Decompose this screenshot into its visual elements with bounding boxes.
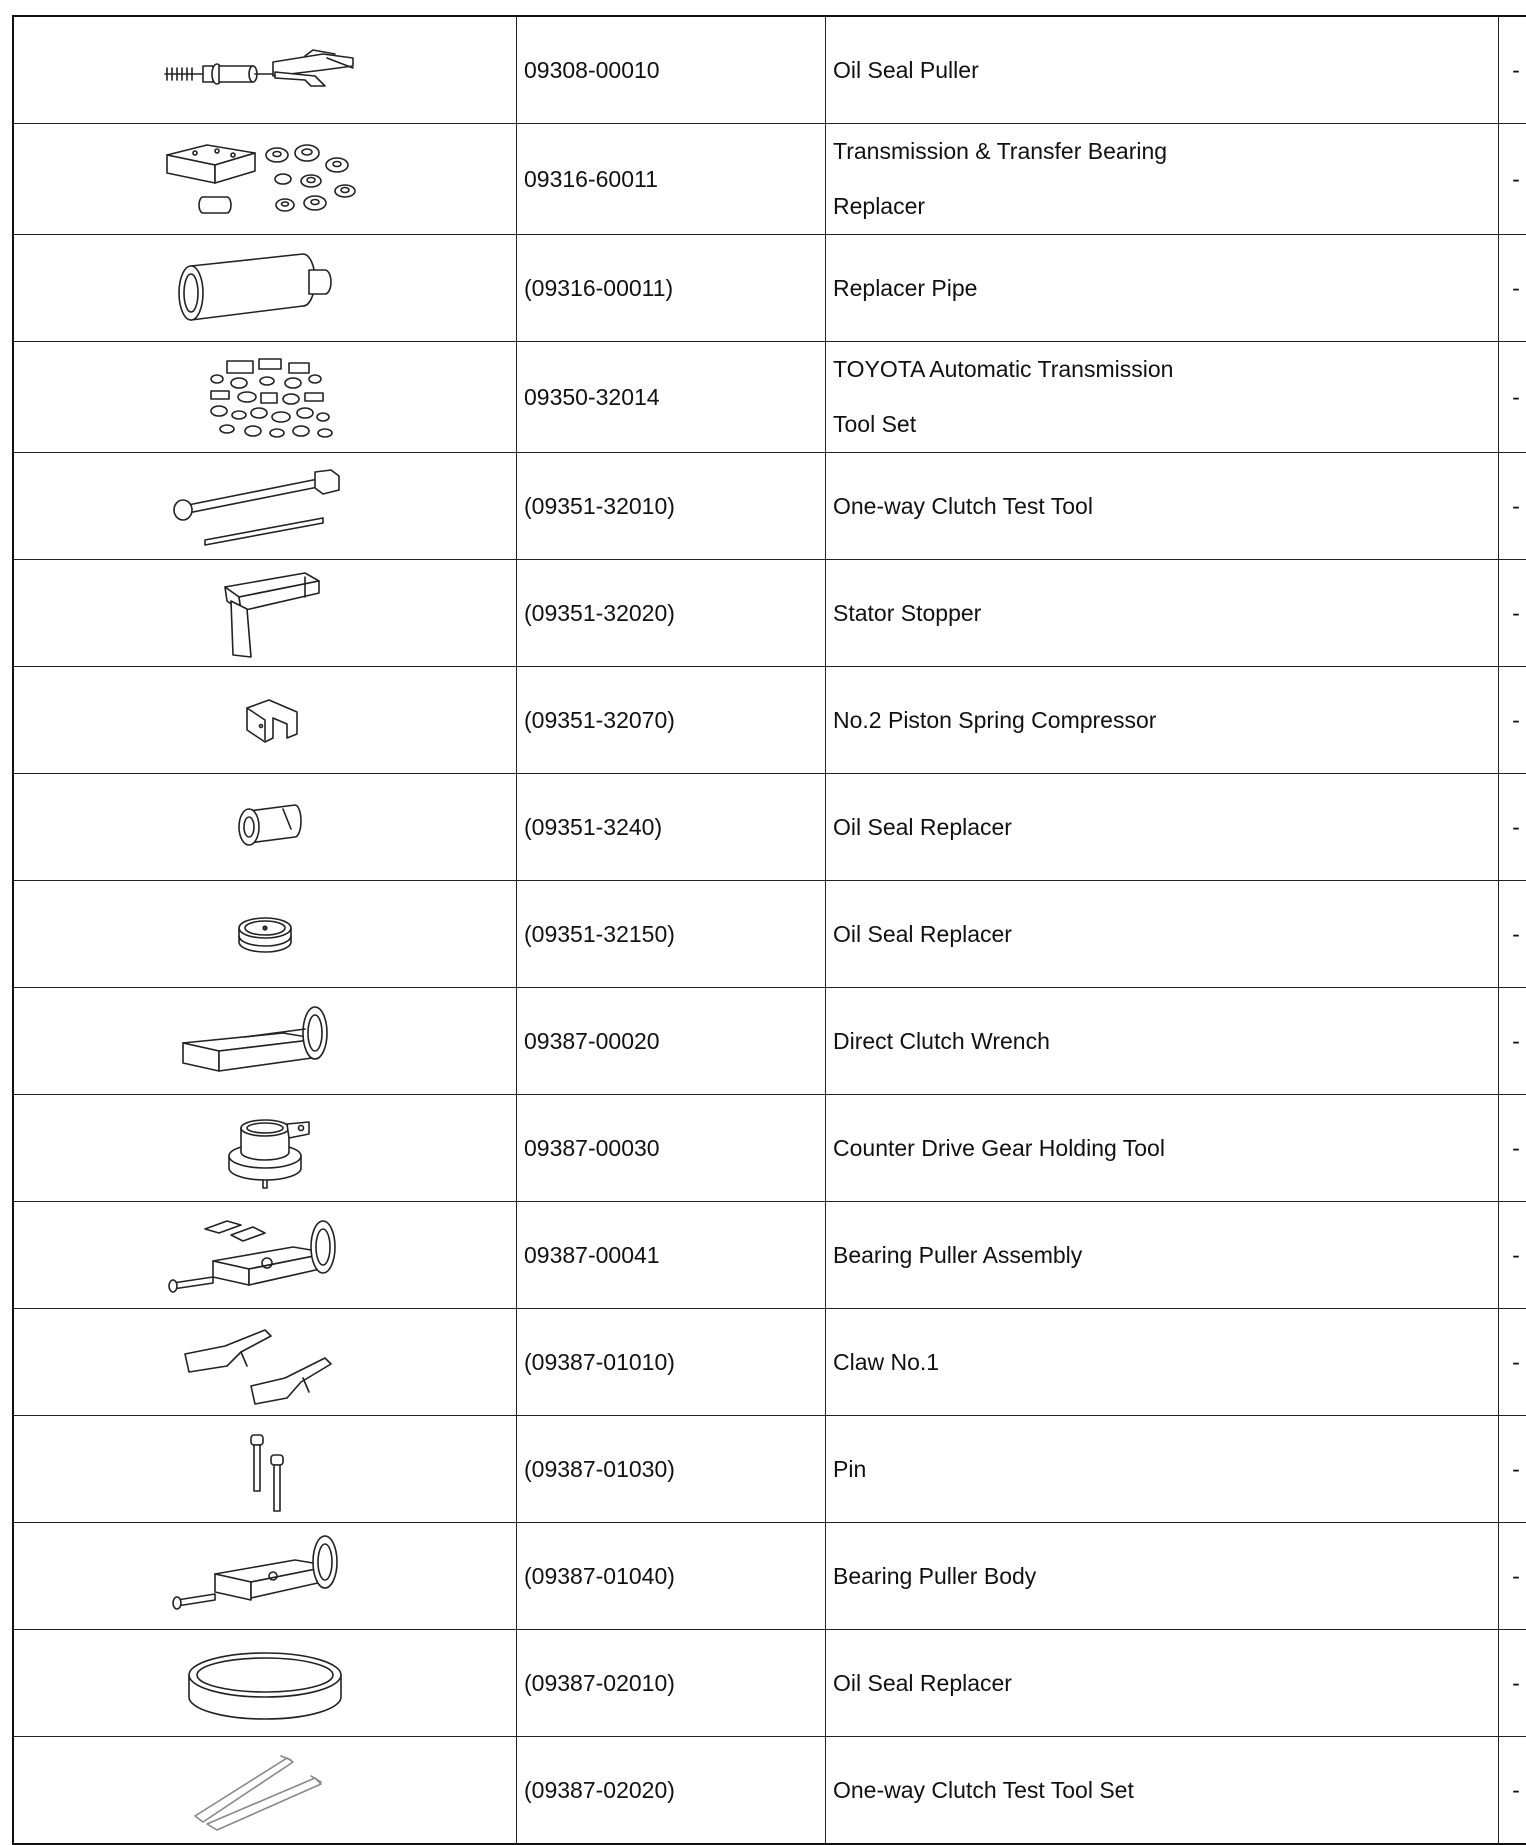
part-number: (09387-02020) <box>517 1737 826 1845</box>
table-row <box>13 560 1526 667</box>
note-cell: - <box>1499 235 1526 342</box>
note-cell: - <box>1499 1416 1526 1523</box>
table-row <box>13 235 1526 342</box>
tool-illustration-cell <box>13 881 517 988</box>
tool-name <box>826 342 1499 453</box>
special-service-tools-table <box>12 15 1526 1845</box>
tool-name: Oil Seal Replacer <box>826 774 1499 881</box>
note-cell: - <box>1499 667 1526 774</box>
part-number: (09351-32070) <box>517 667 826 774</box>
bearing-puller-body-icon <box>155 1528 375 1624</box>
table-row <box>13 667 1526 774</box>
table-row <box>13 1523 1526 1630</box>
tool-illustration-cell <box>13 988 517 1095</box>
part-number: 09387-00041 <box>517 1202 826 1309</box>
part-number: (09387-02010) <box>517 1630 826 1737</box>
tool-name: Direct Clutch Wrench <box>826 988 1499 1095</box>
table-row <box>13 1630 1526 1737</box>
part-number: (09351-3240) <box>517 774 826 881</box>
tool-illustration-cell <box>13 667 517 774</box>
tool-name: Counter Drive Gear Holding Tool <box>826 1095 1499 1202</box>
table-row <box>13 124 1526 235</box>
tool-name-line-1: TOYOTA Automatic Transmission <box>833 356 1173 382</box>
tool-name: One-way Clutch Test Tool <box>826 453 1499 560</box>
note-cell: - <box>1499 453 1526 560</box>
note-cell: - <box>1499 1309 1526 1416</box>
tool-name: Stator Stopper <box>826 560 1499 667</box>
claw-icon <box>155 1314 375 1410</box>
note-cell: - <box>1499 1630 1526 1737</box>
tool-illustration-cell <box>13 560 517 667</box>
oil-seal-puller-icon <box>155 22 375 118</box>
oil-seal-replacer-ring-icon <box>155 1635 375 1731</box>
part-number: (09387-01010) <box>517 1309 826 1416</box>
tool-name-line-1: Transmission & Transfer Bearing <box>833 138 1167 164</box>
note-cell: - <box>1499 1095 1526 1202</box>
note-cell: - <box>1499 774 1526 881</box>
tool-illustration-cell <box>13 453 517 560</box>
part-number: (09316-00011) <box>517 235 826 342</box>
note-cell: - <box>1499 881 1526 988</box>
part-number: 09308-00010 <box>517 16 826 124</box>
note-cell: - <box>1499 1202 1526 1309</box>
oil-seal-replacer-sleeve-icon <box>155 779 375 875</box>
gear-holding-tool-icon <box>155 1100 375 1196</box>
part-number: (09351-32010) <box>517 453 826 560</box>
table-row <box>13 988 1526 1095</box>
clutch-test-tool-icon <box>155 458 375 554</box>
pin-icon <box>155 1421 375 1517</box>
tool-name: One-way Clutch Test Tool Set <box>826 1737 1499 1845</box>
tool-name: Claw No.1 <box>826 1309 1499 1416</box>
part-number: 09387-00030 <box>517 1095 826 1202</box>
table-row <box>13 774 1526 881</box>
note-cell: - <box>1499 1523 1526 1630</box>
bearing-puller-assembly-icon <box>155 1207 375 1303</box>
part-number: (09351-32020) <box>517 560 826 667</box>
tool-name: Oil Seal Puller <box>826 16 1499 124</box>
clutch-wrench-icon <box>155 993 375 1089</box>
part-number: 09316-60011 <box>517 124 826 235</box>
part-number: (09351-32150) <box>517 881 826 988</box>
part-number: (09387-01040) <box>517 1523 826 1630</box>
tool-name: Oil Seal Replacer <box>826 1630 1499 1737</box>
table-row <box>13 881 1526 988</box>
bearing-replacer-set-icon <box>155 131 375 227</box>
table-row <box>13 1737 1526 1845</box>
tool-illustration-cell <box>13 16 517 124</box>
tool-name: Bearing Puller Body <box>826 1523 1499 1630</box>
spring-compressor-icon <box>155 672 375 768</box>
note-cell: - <box>1499 1737 1526 1845</box>
tool-name <box>826 124 1499 235</box>
replacer-pipe-icon <box>155 240 375 336</box>
tool-name: No.2 Piston Spring Compressor <box>826 667 1499 774</box>
tool-illustration-cell <box>13 1416 517 1523</box>
note-cell: - <box>1499 16 1526 124</box>
table-row <box>13 16 1526 124</box>
table-row <box>13 1095 1526 1202</box>
tool-name-line-2: Replacer <box>833 193 925 219</box>
part-number: 09350-32014 <box>517 342 826 453</box>
tool-illustration-cell <box>13 1737 517 1845</box>
tool-illustration-cell <box>13 1309 517 1416</box>
tool-name-line-2: Tool Set <box>833 411 916 437</box>
table-row <box>13 1416 1526 1523</box>
tool-name: Oil Seal Replacer <box>826 881 1499 988</box>
table-row <box>13 453 1526 560</box>
tool-name: Replacer Pipe <box>826 235 1499 342</box>
note-cell: - <box>1499 560 1526 667</box>
stator-stopper-icon <box>155 565 375 661</box>
tool-name: Pin <box>826 1416 1499 1523</box>
table-row <box>13 1309 1526 1416</box>
tool-illustration-cell <box>13 342 517 453</box>
tool-illustration-cell <box>13 1630 517 1737</box>
tool-name: Bearing Puller Assembly <box>826 1202 1499 1309</box>
note-cell: - <box>1499 124 1526 235</box>
part-number: 09387-00020 <box>517 988 826 1095</box>
table-row <box>13 1202 1526 1309</box>
tool-illustration-cell <box>13 1095 517 1202</box>
note-cell: - <box>1499 988 1526 1095</box>
oil-seal-replacer-disc-icon <box>155 886 375 982</box>
note-cell: - <box>1499 342 1526 453</box>
tool-illustration-cell <box>13 774 517 881</box>
clutch-test-tool-set-icon <box>155 1742 375 1838</box>
part-number: (09387-01030) <box>517 1416 826 1523</box>
tool-illustration-cell <box>13 124 517 235</box>
tool-illustration-cell <box>13 235 517 342</box>
tool-illustration-cell <box>13 1202 517 1309</box>
tool-illustration-cell <box>13 1523 517 1630</box>
table-row <box>13 342 1526 453</box>
tool-set-icon <box>155 349 375 445</box>
